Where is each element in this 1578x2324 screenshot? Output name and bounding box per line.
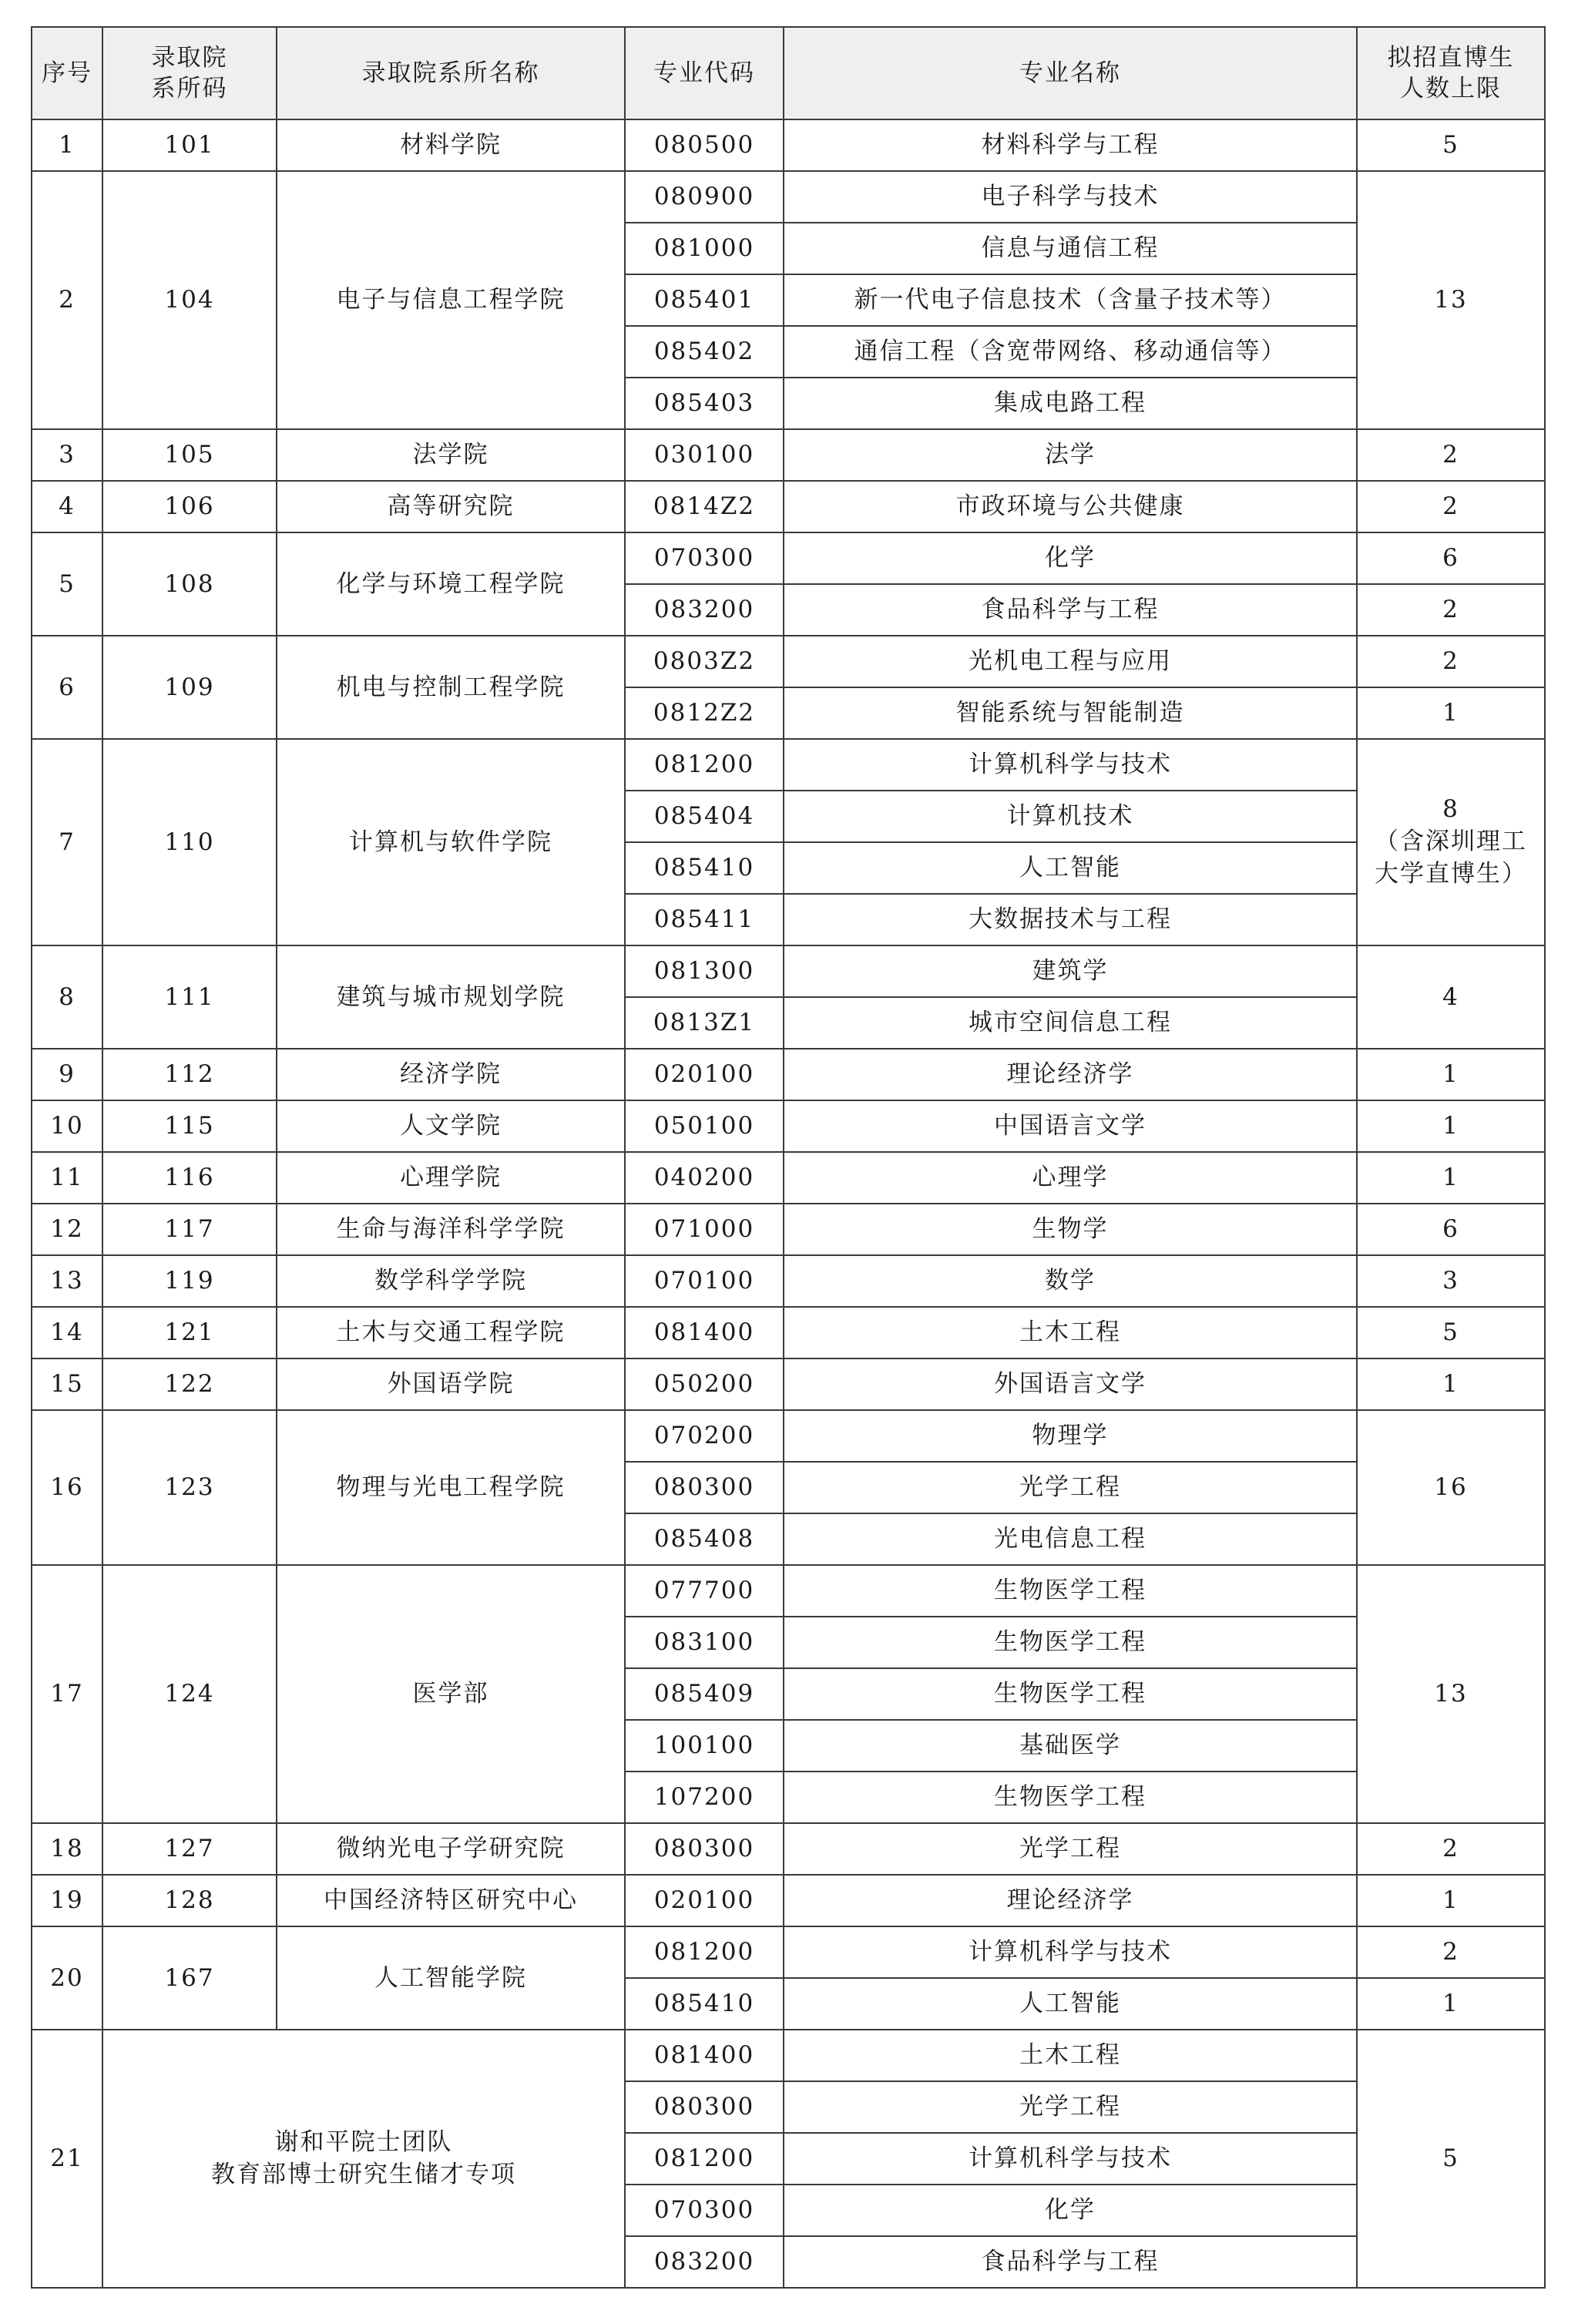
major-code-cell: 020100 [625, 1049, 784, 1100]
dept-code-cell: 101 [102, 119, 277, 171]
major-name-cell: 大数据技术与工程 [784, 894, 1357, 945]
dept-code-cell: 123 [102, 1410, 277, 1565]
dept-merged-cell: 谢和平院士团队 教育部博士研究生储才专项 [102, 2030, 625, 2288]
quota-cell: 5 [1357, 1307, 1545, 1358]
dept-name-cell: 土木与交通工程学院 [277, 1307, 625, 1358]
major-code-cell: 020100 [625, 1875, 784, 1926]
dept-name-cell: 人工智能学院 [277, 1926, 625, 2030]
major-code-cell: 081200 [625, 1926, 784, 1978]
dept-code-cell: 106 [102, 481, 277, 532]
major-code-cell: 081200 [625, 739, 784, 791]
table-row [32, 1875, 1545, 1926]
major-code-cell: 050200 [625, 1358, 784, 1410]
major-code-cell: 080300 [625, 2081, 784, 2133]
dept-name-cell: 材料学院 [277, 119, 625, 171]
major-name-cell: 生物学 [784, 1204, 1357, 1255]
major-code-cell: 080300 [625, 1462, 784, 1513]
dept-code-cell: 108 [102, 532, 277, 636]
seq-cell: 20 [32, 1926, 102, 2030]
table-row [32, 1204, 1545, 1255]
header-seq: 序号 [32, 27, 102, 119]
table-row [32, 1565, 1545, 1617]
major-name-cell: 食品科学与工程 [784, 2236, 1357, 2288]
quota-cell: 8 （含深圳理工 大学直博生） [1357, 739, 1545, 945]
table-row [32, 945, 1545, 997]
seq-cell: 19 [32, 1875, 102, 1926]
major-code-cell: 071000 [625, 1204, 784, 1255]
quota-cell: 2 [1357, 481, 1545, 532]
dept-code-cell: 110 [102, 739, 277, 945]
major-name-cell: 土木工程 [784, 2030, 1357, 2081]
seq-cell: 16 [32, 1410, 102, 1565]
major-code-cell: 083100 [625, 1617, 784, 1668]
seq-cell: 7 [32, 739, 102, 945]
table-row [32, 1358, 1545, 1410]
quota-cell: 3 [1357, 1255, 1545, 1307]
major-code-cell: 085401 [625, 274, 784, 326]
major-code-cell: 0803Z2 [625, 636, 784, 687]
dept-code-cell: 127 [102, 1823, 277, 1875]
major-name-cell: 基础医学 [784, 1720, 1357, 1772]
dept-code-cell: 115 [102, 1100, 277, 1152]
major-name-cell: 人工智能 [784, 1978, 1357, 2030]
major-name-cell: 生物医学工程 [784, 1772, 1357, 1823]
major-name-cell: 城市空间信息工程 [784, 997, 1357, 1049]
major-code-cell: 081400 [625, 2030, 784, 2081]
major-name-cell: 通信工程（含宽带网络、移动通信等） [784, 326, 1357, 378]
major-code-cell: 080900 [625, 171, 784, 223]
quota-cell: 2 [1357, 584, 1545, 636]
dept-name-cell: 人文学院 [277, 1100, 625, 1152]
quota-cell: 2 [1357, 636, 1545, 687]
major-name-cell: 光学工程 [784, 1823, 1357, 1875]
dept-name-cell: 数学科学学院 [277, 1255, 625, 1307]
major-name-cell: 光电信息工程 [784, 1513, 1357, 1565]
quota-cell: 4 [1357, 945, 1545, 1049]
major-code-cell: 081200 [625, 2133, 784, 2185]
major-code-cell: 040200 [625, 1152, 784, 1204]
major-code-cell: 077700 [625, 1565, 784, 1617]
dept-code-cell: 105 [102, 429, 277, 481]
major-name-cell: 法学 [784, 429, 1357, 481]
major-name-cell: 生物医学工程 [784, 1565, 1357, 1617]
seq-cell: 8 [32, 945, 102, 1049]
major-code-cell: 070200 [625, 1410, 784, 1462]
seq-cell: 18 [32, 1823, 102, 1875]
seq-cell: 13 [32, 1255, 102, 1307]
major-code-cell: 0812Z2 [625, 687, 784, 739]
dept-code-cell: 119 [102, 1255, 277, 1307]
table-header-row [32, 27, 1545, 119]
major-name-cell: 材料科学与工程 [784, 119, 1357, 171]
major-code-cell: 070100 [625, 1255, 784, 1307]
major-name-cell: 心理学 [784, 1152, 1357, 1204]
major-code-cell: 070300 [625, 532, 784, 584]
quota-cell: 1 [1357, 1875, 1545, 1926]
major-name-cell: 光学工程 [784, 2081, 1357, 2133]
seq-cell: 10 [32, 1100, 102, 1152]
quota-cell: 1 [1357, 1358, 1545, 1410]
admissions-table [31, 26, 1546, 2289]
table-row [32, 1100, 1545, 1152]
major-name-cell: 建筑学 [784, 945, 1357, 997]
seq-cell: 6 [32, 636, 102, 739]
dept-name-cell: 化学与环境工程学院 [277, 532, 625, 636]
seq-cell: 12 [32, 1204, 102, 1255]
table-row [32, 119, 1545, 171]
quota-cell: 2 [1357, 429, 1545, 481]
header-quota: 拟招直博生 人数上限 [1357, 27, 1545, 119]
major-name-cell: 中国语言文学 [784, 1100, 1357, 1152]
major-name-cell: 理论经济学 [784, 1875, 1357, 1926]
dept-name-cell: 机电与控制工程学院 [277, 636, 625, 739]
major-code-cell: 081000 [625, 223, 784, 274]
quota-cell: 6 [1357, 532, 1545, 584]
major-code-cell: 085410 [625, 1978, 784, 2030]
seq-cell: 21 [32, 2030, 102, 2288]
major-name-cell: 化学 [784, 2185, 1357, 2236]
major-code-cell: 100100 [625, 1720, 784, 1772]
major-name-cell: 计算机科学与技术 [784, 739, 1357, 791]
dept-name-cell: 物理与光电工程学院 [277, 1410, 625, 1565]
dept-name-cell: 外国语学院 [277, 1358, 625, 1410]
seq-cell: 17 [32, 1565, 102, 1823]
header-major-name: 专业名称 [784, 27, 1357, 119]
major-name-cell: 计算机技术 [784, 791, 1357, 842]
major-name-cell: 光学工程 [784, 1462, 1357, 1513]
major-code-cell: 081400 [625, 1307, 784, 1358]
table-row [32, 2030, 1545, 2081]
major-name-cell: 生物医学工程 [784, 1617, 1357, 1668]
major-code-cell: 070300 [625, 2185, 784, 2236]
major-code-cell: 085403 [625, 378, 784, 429]
dept-name-cell: 经济学院 [277, 1049, 625, 1100]
table-body [32, 119, 1545, 2288]
quota-cell: 6 [1357, 1204, 1545, 1255]
quota-cell: 13 [1357, 1565, 1545, 1823]
major-name-cell: 新一代电子信息技术（含量子技术等） [784, 274, 1357, 326]
header-dept-code: 录取院 系所码 [102, 27, 277, 119]
dept-code-cell: 117 [102, 1204, 277, 1255]
table-row [32, 532, 1545, 584]
table-row [32, 1255, 1545, 1307]
table-row [32, 429, 1545, 481]
dept-code-cell: 122 [102, 1358, 277, 1410]
dept-code-cell: 121 [102, 1307, 277, 1358]
quota-cell: 5 [1357, 119, 1545, 171]
quota-cell: 1 [1357, 1100, 1545, 1152]
major-code-cell: 085409 [625, 1668, 784, 1720]
major-code-cell: 0813Z1 [625, 997, 784, 1049]
major-name-cell: 化学 [784, 532, 1357, 584]
major-code-cell: 085404 [625, 791, 784, 842]
major-name-cell: 电子科学与技术 [784, 171, 1357, 223]
quota-cell: 13 [1357, 171, 1545, 429]
seq-cell: 15 [32, 1358, 102, 1410]
dept-name-cell: 微纳光电子学研究院 [277, 1823, 625, 1875]
seq-cell: 4 [32, 481, 102, 532]
quota-cell: 5 [1357, 2030, 1545, 2288]
dept-code-cell: 124 [102, 1565, 277, 1823]
header-dept-name: 录取院系所名称 [277, 27, 625, 119]
header-major-code: 专业代码 [625, 27, 784, 119]
seq-cell: 9 [32, 1049, 102, 1100]
major-name-cell: 市政环境与公共健康 [784, 481, 1357, 532]
quota-cell: 1 [1357, 1152, 1545, 1204]
major-code-cell: 085408 [625, 1513, 784, 1565]
table-row [32, 1926, 1545, 1978]
major-code-cell: 080500 [625, 119, 784, 171]
table-row [32, 1823, 1545, 1875]
major-code-cell: 107200 [625, 1772, 784, 1823]
table-row [32, 1410, 1545, 1462]
major-name-cell: 土木工程 [784, 1307, 1357, 1358]
major-name-cell: 光机电工程与应用 [784, 636, 1357, 687]
admissions-table-sheet [31, 26, 1544, 2289]
dept-name-cell: 高等研究院 [277, 481, 625, 532]
dept-code-cell: 111 [102, 945, 277, 1049]
major-code-cell: 080300 [625, 1823, 784, 1875]
quota-cell: 2 [1357, 1823, 1545, 1875]
major-name-cell: 计算机科学与技术 [784, 1926, 1357, 1978]
dept-code-cell: 116 [102, 1152, 277, 1204]
dept-code-cell: 167 [102, 1926, 277, 2030]
quota-cell: 1 [1357, 1978, 1545, 2030]
major-code-cell: 083200 [625, 584, 784, 636]
major-code-cell: 085411 [625, 894, 784, 945]
major-name-cell: 集成电路工程 [784, 378, 1357, 429]
major-code-cell: 085402 [625, 326, 784, 378]
dept-name-cell: 建筑与城市规划学院 [277, 945, 625, 1049]
dept-name-cell: 生命与海洋科学学院 [277, 1204, 625, 1255]
quota-cell: 1 [1357, 1049, 1545, 1100]
quota-cell: 16 [1357, 1410, 1545, 1565]
table-row [32, 739, 1545, 791]
major-name-cell: 物理学 [784, 1410, 1357, 1462]
major-code-cell: 050100 [625, 1100, 784, 1152]
major-name-cell: 智能系统与智能制造 [784, 687, 1357, 739]
dept-code-cell: 112 [102, 1049, 277, 1100]
major-name-cell: 生物医学工程 [784, 1668, 1357, 1720]
seq-cell: 2 [32, 171, 102, 429]
quota-cell: 2 [1357, 1926, 1545, 1978]
dept-name-cell: 心理学院 [277, 1152, 625, 1204]
seq-cell: 1 [32, 119, 102, 171]
table-row [32, 636, 1545, 687]
seq-cell: 3 [32, 429, 102, 481]
major-code-cell: 085410 [625, 842, 784, 894]
dept-code-cell: 109 [102, 636, 277, 739]
seq-cell: 11 [32, 1152, 102, 1204]
dept-name-cell: 计算机与软件学院 [277, 739, 625, 945]
major-code-cell: 081300 [625, 945, 784, 997]
major-code-cell: 030100 [625, 429, 784, 481]
seq-cell: 5 [32, 532, 102, 636]
major-name-cell: 食品科学与工程 [784, 584, 1357, 636]
dept-code-cell: 104 [102, 171, 277, 429]
dept-code-cell: 128 [102, 1875, 277, 1926]
major-name-cell: 人工智能 [784, 842, 1357, 894]
table-row [32, 171, 1545, 223]
major-name-cell: 计算机科学与技术 [784, 2133, 1357, 2185]
major-name-cell: 理论经济学 [784, 1049, 1357, 1100]
major-name-cell: 外国语言文学 [784, 1358, 1357, 1410]
major-name-cell: 信息与通信工程 [784, 223, 1357, 274]
table-row [32, 481, 1545, 532]
dept-name-cell: 电子与信息工程学院 [277, 171, 625, 429]
dept-name-cell: 医学部 [277, 1565, 625, 1823]
table-row [32, 1307, 1545, 1358]
table-row [32, 1152, 1545, 1204]
dept-name-cell: 法学院 [277, 429, 625, 481]
table-row [32, 1049, 1545, 1100]
seq-cell: 14 [32, 1307, 102, 1358]
major-code-cell: 0814Z2 [625, 481, 784, 532]
quota-cell: 1 [1357, 687, 1545, 739]
major-name-cell: 数学 [784, 1255, 1357, 1307]
major-code-cell: 083200 [625, 2236, 784, 2288]
dept-name-cell: 中国经济特区研究中心 [277, 1875, 625, 1926]
